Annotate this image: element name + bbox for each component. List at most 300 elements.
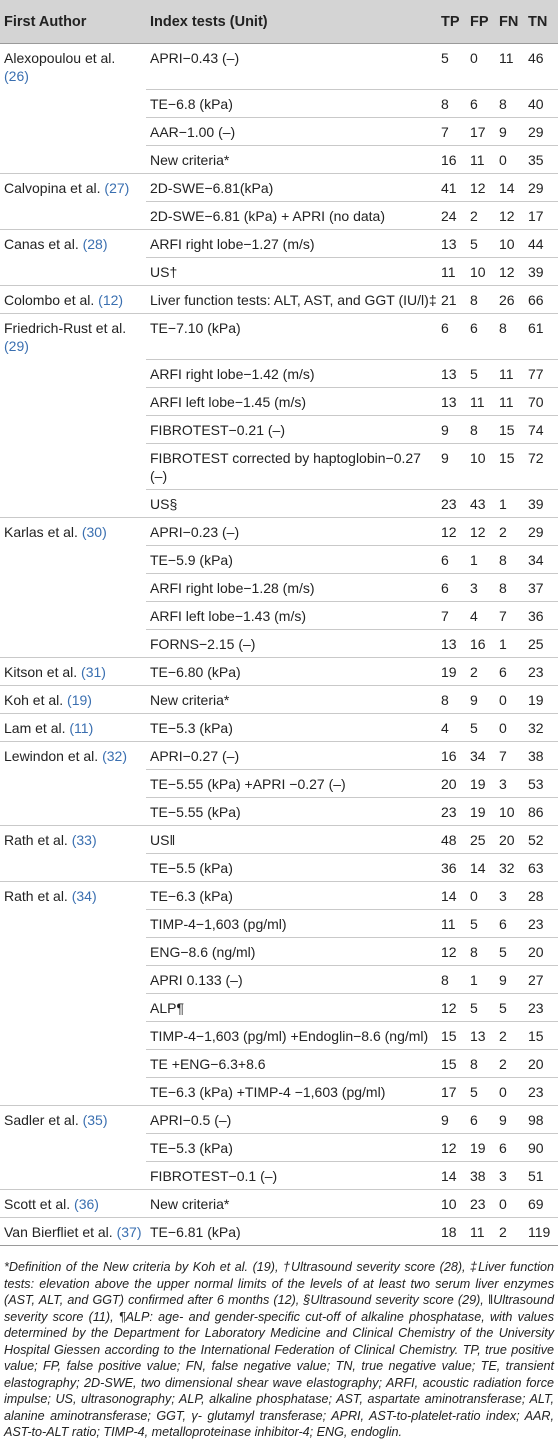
cell-first-author	[0, 714, 146, 742]
cell-fp: 34	[468, 742, 497, 770]
author-name: Lam et al.	[4, 720, 66, 736]
table-header	[0, 0, 558, 44]
cell-fp: 9	[468, 686, 497, 714]
author-name: Koh et al.	[4, 692, 64, 708]
table-row	[0, 574, 558, 602]
table-row	[0, 416, 558, 444]
cell-fn: 9	[497, 966, 526, 994]
cell-fp: 2	[468, 202, 497, 230]
cell-index-test: 2D-SWE−6.81 (kPa) + APRI (no data)	[146, 202, 439, 230]
cell-index-test: ARFI left lobe−1.43 (m/s)	[146, 602, 439, 630]
cell-first-author	[0, 1162, 146, 1190]
table-row	[0, 118, 558, 146]
table-row	[0, 388, 558, 416]
cell-tp: 36	[439, 854, 468, 882]
table-row	[0, 770, 558, 798]
table-row	[0, 1162, 558, 1190]
cell-index-test: TE−7.10 (kPa)	[146, 314, 439, 360]
table-row	[0, 1190, 558, 1218]
cell-fn: 3	[497, 770, 526, 798]
cell-index-test: APRI−0.5 (–)	[146, 1106, 439, 1134]
cell-fp: 1	[468, 966, 497, 994]
cell-index-test: TE−5.55 (kPa) +APRI −0.27 (–)	[146, 770, 439, 798]
cell-first-author	[0, 798, 146, 826]
cell-fn: 3	[497, 1162, 526, 1190]
cell-fp: 5	[468, 230, 497, 258]
cell-index-test: TE−6.3 (kPa)	[146, 882, 439, 910]
table-row	[0, 658, 558, 686]
cell-tn: 20	[526, 938, 558, 966]
cell-fp: 6	[468, 90, 497, 118]
cell-tn: 23	[526, 994, 558, 1022]
table-row	[0, 230, 558, 258]
cell-tp: 5	[441, 50, 449, 66]
cell-first-author	[0, 118, 146, 146]
cell-index-test: TE−5.5 (kPa)	[146, 854, 439, 882]
cell-fn: 0	[497, 714, 526, 742]
cell-first-author	[0, 994, 146, 1022]
cell-fn: 7	[497, 602, 526, 630]
author-name: Alexopoulou et al.	[4, 50, 116, 66]
cell-tp: 7	[439, 602, 468, 630]
cell-index-test: APRI 0.133 (–)	[146, 966, 439, 994]
cell-tn: 44	[526, 230, 558, 258]
cell-fp: 10	[468, 258, 497, 286]
table-row	[0, 146, 558, 174]
table-row	[0, 1050, 558, 1078]
cell-tn: 20	[526, 1050, 558, 1078]
header-tn: TN	[526, 0, 558, 44]
cell-index-test: US†	[146, 258, 439, 286]
cell-tn: 38	[526, 742, 558, 770]
cell-fn: 10	[497, 230, 526, 258]
cell-fp: 6	[468, 1106, 497, 1134]
table-footnote: *Definition of the New criteria by Koh et al. (19), †Ultrasound severity score (28), ‡Liver function tests: elevation above the upper normal limits of the levels of at least two serum liver enzymes (AST, ALT, and GGT) confirmed after 6 months (12), §Ultrasound severity score (29), ‖Ultrasound severity score (11), ¶ALP: age- and gender-specific cut-off of alkaline phosphatase, with values determined by the Department for Laboratory Medicine and Clinical Chemistry of the University Hospital Giessen according to the International Federation of Clinical Chemistry. TP, true positive value; FP, false positive value; FN, false negative value; TN, true negative value; TE, transient elastography; 2D-SWE, two dimensional shear wave elastography; ARFI, acoustic radiation force impulse; US, ultrasonography; ALP, alkaline phosphatase; AST, aspartate aminotransferase; ALT, alanine aminotransferase; GGT, γ- glutamyl transferase; APRI, AST-to-platelet-ratio index; AAR, AST-to-ALT ratio; TIMP-4, metalloproteinase inhibitor-4; ENG, endoglin.	[0, 1245, 558, 1441]
cell-fp: 19	[468, 770, 497, 798]
author-name: Lewindon et al.	[4, 748, 99, 764]
table-row	[0, 44, 558, 90]
cell-fp: 1	[468, 546, 497, 574]
header-fp: FP	[468, 0, 497, 44]
cell-fp: 8	[468, 938, 497, 966]
cell-fp: 10	[468, 444, 497, 490]
cell-fn: 0	[497, 686, 526, 714]
cell-first-author	[0, 1218, 146, 1246]
cell-first-author	[0, 90, 146, 118]
table-row	[0, 686, 558, 714]
cell-fp: 8	[468, 286, 497, 314]
cell-fp: 0	[468, 882, 497, 910]
cell-fp: 43	[468, 490, 497, 518]
cell-tp: 12	[439, 994, 468, 1022]
cell-index-test: FIBROTEST corrected by haptoglobin−0.27 (–)	[146, 444, 439, 490]
cell-tp: 20	[439, 770, 468, 798]
cell-tp: 16	[439, 146, 468, 174]
cell-first-author	[0, 686, 146, 714]
cell-first-author	[0, 938, 146, 966]
author-name: Canas et al.	[4, 236, 79, 252]
cell-fn: 0	[497, 146, 526, 174]
header-tp: TP	[439, 0, 468, 44]
cell-tp: 4	[439, 714, 468, 742]
table-row	[0, 360, 558, 388]
table-row	[0, 1134, 558, 1162]
table-row	[0, 602, 558, 630]
table-row	[0, 518, 558, 546]
table-row	[0, 910, 558, 938]
cell-fp: 19	[468, 1134, 497, 1162]
cell-first-author	[0, 314, 146, 360]
reference-link[interactable]: (11)	[69, 720, 94, 736]
cell-first-author	[0, 388, 146, 416]
cell-first-author	[0, 360, 146, 388]
cell-index-test: ARFI right lobe−1.27 (m/s)	[146, 230, 439, 258]
cell-first-author	[0, 574, 146, 602]
reference-link[interactable]: (33)	[71, 832, 97, 848]
author-name: Rath et al.	[4, 888, 68, 904]
cell-tn: 19	[526, 686, 558, 714]
cell-fn: 26	[497, 286, 526, 314]
table-row	[0, 90, 558, 118]
reference-link[interactable]: (29)	[4, 338, 29, 354]
cell-index-test: US§	[146, 490, 439, 518]
cell-tn: 37	[526, 574, 558, 602]
table-row	[0, 994, 558, 1022]
cell-tp: 6	[439, 546, 468, 574]
cell-fp: 12	[468, 174, 497, 202]
author-name: Kitson et al.	[4, 664, 78, 680]
reference-link[interactable]: (30)	[81, 524, 107, 540]
cell-first-author	[0, 416, 146, 444]
table-row	[0, 826, 558, 854]
cell-tp: 18	[439, 1218, 468, 1246]
cell-fp: 5	[468, 1078, 497, 1106]
cell-tn: 32	[526, 714, 558, 742]
cell-fp: 38	[468, 1162, 497, 1190]
cell-tp: 23	[439, 490, 468, 518]
cell-fn: 1	[497, 490, 526, 518]
cell-fn: 11	[499, 50, 514, 66]
cell-first-author	[0, 1050, 146, 1078]
cell-fn: 8	[497, 574, 526, 602]
header-index-tests: Index tests (Unit)	[146, 0, 439, 44]
reference-link[interactable]: (19)	[67, 692, 92, 708]
table-row	[0, 630, 558, 658]
cell-fp: 11	[468, 1218, 497, 1246]
cell-index-test: FIBROTEST−0.1 (–)	[146, 1162, 439, 1190]
reference-link[interactable]: (36)	[74, 1196, 99, 1212]
cell-index-test: APRI−0.43 (–)	[150, 50, 240, 66]
cell-fn: 2	[497, 1218, 526, 1246]
cell-fp: 8	[468, 416, 497, 444]
cell-index-test: ARFI left lobe−1.45 (m/s)	[146, 388, 439, 416]
cell-fp: 6	[468, 314, 497, 360]
cell-index-test: ALP¶	[146, 994, 439, 1022]
cell-tp: 8	[439, 90, 468, 118]
cell-fn: 7	[497, 742, 526, 770]
table-row	[0, 546, 558, 574]
cell-tp: 24	[439, 202, 468, 230]
table-row	[0, 966, 558, 994]
cell-fp: 19	[468, 798, 497, 826]
cell-first-author	[0, 658, 146, 686]
cell-index-test: New criteria*	[146, 686, 439, 714]
cell-fp: 11	[468, 146, 497, 174]
cell-index-test: New criteria*	[146, 146, 439, 174]
cell-first-author	[0, 546, 146, 574]
cell-tn: 119	[526, 1218, 558, 1246]
cell-tn: 63	[526, 854, 558, 882]
cell-index-test: APRI−0.23 (–)	[146, 518, 439, 546]
table-row	[0, 882, 558, 910]
cell-fn: 9	[497, 118, 526, 146]
cell-tp: 12	[439, 938, 468, 966]
reference-link[interactable]: (26)	[4, 68, 29, 84]
cell-tp: 48	[439, 826, 468, 854]
cell-fn: 9	[497, 1106, 526, 1134]
cell-tn: 35	[526, 146, 558, 174]
table-body	[0, 44, 558, 1246]
cell-tn: 77	[526, 360, 558, 388]
cell-tn: 72	[526, 444, 558, 490]
cell-fp: 11	[468, 388, 497, 416]
cell-fp: 23	[468, 1190, 497, 1218]
table-row	[0, 1078, 558, 1106]
cell-fn: 15	[497, 416, 526, 444]
cell-tn: 61	[526, 314, 558, 360]
cell-tn: 90	[526, 1134, 558, 1162]
cell-first-author	[0, 1190, 146, 1218]
cell-tn: 29	[526, 118, 558, 146]
reference-link[interactable]: (12)	[98, 292, 124, 308]
cell-fp: 14	[468, 854, 497, 882]
cell-index-test: TIMP-4−1,603 (pg/ml) +Endoglin−8.6 (ng/ml)	[146, 1022, 439, 1050]
cell-fp: 25	[468, 826, 497, 854]
cell-index-test: TE−5.55 (kPa)	[146, 798, 439, 826]
cell-tn: 52	[526, 826, 558, 854]
cell-first-author	[0, 630, 146, 658]
cell-first-author	[0, 44, 146, 90]
cell-index-test: Liver function tests: ALT, AST, and GGT (IU/l)‡	[146, 286, 439, 314]
cell-first-author	[0, 518, 146, 546]
cell-tn: 15	[526, 1022, 558, 1050]
cell-index-test: ENG−8.6 (ng/ml)	[146, 938, 439, 966]
cell-tp: 15	[439, 1022, 468, 1050]
cell-tn: 28	[526, 882, 558, 910]
cell-tn: 36	[526, 602, 558, 630]
cell-fn: 8	[497, 314, 526, 360]
cell-first-author	[0, 1078, 146, 1106]
cell-tn: 51	[526, 1162, 558, 1190]
cell-tn: 40	[526, 90, 558, 118]
cell-first-author	[0, 490, 146, 518]
cell-tn: 29	[526, 518, 558, 546]
table-row	[0, 938, 558, 966]
cell-index-test: US‖	[146, 826, 439, 854]
cell-tp: 13	[439, 230, 468, 258]
cell-fn: 8	[497, 90, 526, 118]
cell-first-author	[0, 742, 146, 770]
table-row	[0, 314, 558, 360]
author-name: Sadler et al.	[4, 1112, 79, 1128]
cell-tp: 16	[439, 742, 468, 770]
cell-tp: 8	[439, 966, 468, 994]
cell-index-test: TE−5.3 (kPa)	[146, 1134, 439, 1162]
cell-index-test: TIMP-4−1,603 (pg/ml)	[146, 910, 439, 938]
author-name: Van Bierfliet et al.	[4, 1224, 113, 1240]
author-name: Rath et al.	[4, 832, 68, 848]
reference-link[interactable]: (34)	[71, 888, 97, 904]
cell-tp: 23	[439, 798, 468, 826]
cell-index-test: TE−5.9 (kPa)	[146, 546, 439, 574]
cell-index-test: APRI−0.27 (–)	[146, 742, 439, 770]
cell-first-author	[0, 602, 146, 630]
header-first-author: First Author	[0, 0, 146, 44]
cell-tn: 25	[526, 630, 558, 658]
cell-first-author	[0, 770, 146, 798]
cell-fn: 14	[497, 174, 526, 202]
cell-tn: 39	[526, 258, 558, 286]
table-row	[0, 1022, 558, 1050]
cell-fp: 4	[468, 602, 497, 630]
cell-tn: 39	[526, 490, 558, 518]
cell-tp: 13	[439, 388, 468, 416]
cell-index-test: TE−6.8 (kPa)	[146, 90, 439, 118]
cell-tn: 23	[526, 1078, 558, 1106]
cell-fn: 2	[497, 1050, 526, 1078]
cell-index-test: TE−6.3 (kPa) +TIMP-4 −1,603 (pg/ml)	[146, 1078, 439, 1106]
cell-tn: 70	[526, 388, 558, 416]
cell-tp: 19	[439, 658, 468, 686]
cell-tp: 8	[439, 686, 468, 714]
cell-first-author	[0, 202, 146, 230]
cell-tn: 53	[526, 770, 558, 798]
table-row	[0, 798, 558, 826]
cell-tp: 10	[439, 1190, 468, 1218]
cell-index-test: New criteria*	[146, 1190, 439, 1218]
cell-fn: 5	[497, 994, 526, 1022]
cell-fn: 15	[497, 444, 526, 490]
cell-fp: 5	[468, 360, 497, 388]
table-row	[0, 444, 558, 490]
author-name: Friedrich-Rust et al.	[4, 320, 127, 336]
author-name: Calvopina et al.	[4, 180, 101, 196]
table-row	[0, 854, 558, 882]
reference-link[interactable]: (32)	[102, 748, 127, 764]
cell-fp: 8	[468, 1050, 497, 1078]
cell-index-test: 2D-SWE−6.81(kPa)	[146, 174, 439, 202]
cell-fn: 10	[497, 798, 526, 826]
cell-fn: 6	[497, 910, 526, 938]
reference-link[interactable]: (31)	[81, 664, 106, 680]
table-row	[0, 714, 558, 742]
cell-fn: 11	[497, 388, 526, 416]
cell-index-test: TE−5.3 (kPa)	[146, 714, 439, 742]
cell-tp: 21	[439, 286, 468, 314]
cell-fn: 8	[497, 546, 526, 574]
cell-tp: 6	[439, 574, 468, 602]
cell-tp: 12	[439, 1134, 468, 1162]
cell-index-test: FIBROTEST−0.21 (–)	[146, 416, 439, 444]
cell-first-author	[0, 966, 146, 994]
reference-link[interactable]: (35)	[82, 1112, 108, 1128]
table-row	[0, 174, 558, 202]
cell-tp: 7	[439, 118, 468, 146]
cell-first-author	[0, 258, 146, 286]
cell-tn: 29	[526, 174, 558, 202]
cell-tp: 41	[439, 174, 468, 202]
cell-tn: 98	[526, 1106, 558, 1134]
cell-fp: 16	[468, 630, 497, 658]
table-row	[0, 742, 558, 770]
cell-fn: 3	[497, 882, 526, 910]
cell-fp: 5	[468, 994, 497, 1022]
cell-fp: 5	[468, 714, 497, 742]
table-row	[0, 490, 558, 518]
cell-tp: 13	[439, 630, 468, 658]
cell-index-test: ARFI right lobe−1.42 (m/s)	[146, 360, 439, 388]
cell-first-author	[0, 230, 146, 258]
author-name: Karlas et al.	[4, 524, 78, 540]
cell-tn: 86	[526, 798, 558, 826]
table-row	[0, 286, 558, 314]
cell-fn: 0	[497, 1190, 526, 1218]
cell-index-test: ARFI right lobe−1.28 (m/s)	[146, 574, 439, 602]
cell-tn: 23	[526, 658, 558, 686]
cell-tn: 46	[528, 50, 544, 66]
cell-tn: 17	[526, 202, 558, 230]
cell-fn: 1	[497, 630, 526, 658]
reference-link[interactable]: (27)	[104, 180, 130, 196]
cell-tn: 34	[526, 546, 558, 574]
cell-first-author	[0, 854, 146, 882]
reference-link[interactable]: (28)	[82, 236, 108, 252]
cell-first-author	[0, 1134, 146, 1162]
cell-first-author	[0, 910, 146, 938]
table-row	[0, 1218, 558, 1246]
cell-index-test: TE−6.80 (kPa)	[146, 658, 439, 686]
cell-tp: 9	[439, 416, 468, 444]
cell-fn: 12	[497, 202, 526, 230]
author-name: Scott et al.	[4, 1196, 71, 1212]
cell-fp: 5	[468, 910, 497, 938]
cell-tn: 27	[526, 966, 558, 994]
reference-link[interactable]: (37)	[116, 1224, 142, 1240]
cell-first-author	[0, 1106, 146, 1134]
header-fn: FN	[497, 0, 526, 44]
cell-first-author	[0, 174, 146, 202]
author-name: Colombo et al.	[4, 292, 95, 308]
cell-tn: 66	[526, 286, 558, 314]
cell-fp: 17	[468, 118, 497, 146]
cell-tn: 69	[526, 1190, 558, 1218]
cell-first-author	[0, 1022, 146, 1050]
cell-tp: 13	[439, 360, 468, 388]
cell-tp: 11	[439, 258, 468, 286]
cell-fn: 2	[497, 1022, 526, 1050]
table-row	[0, 1106, 558, 1134]
cell-fn: 12	[497, 258, 526, 286]
cell-first-author	[0, 882, 146, 910]
cell-tn: 74	[526, 416, 558, 444]
table-row	[0, 258, 558, 286]
cell-fn: 20	[497, 826, 526, 854]
cell-fn: 6	[497, 658, 526, 686]
cell-fn: 6	[497, 1134, 526, 1162]
cell-tp: 15	[439, 1050, 468, 1078]
cell-index-test: TE−6.81 (kPa)	[146, 1218, 439, 1246]
cell-fn: 11	[497, 360, 526, 388]
